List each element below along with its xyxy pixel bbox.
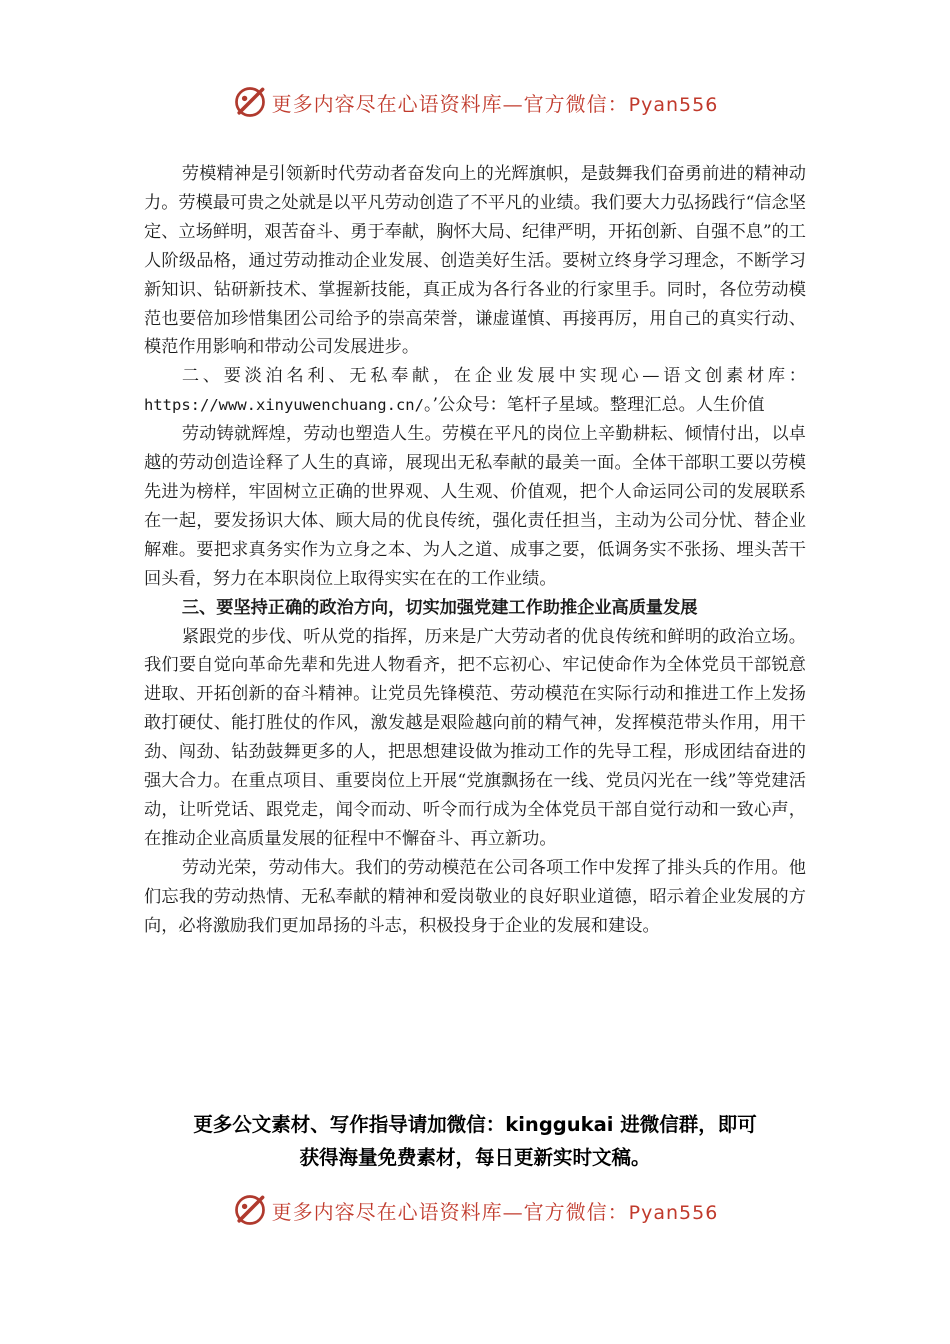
footer-banner bbox=[0, 1190, 950, 1230]
header-banner-text: 更多内容尽在心语资料库—官方微信：Pyan556 bbox=[271, 91, 719, 116]
brush-logo-icon bbox=[232, 1192, 268, 1228]
paragraph-1: 劳模精神是引领新时代劳动者奋发向上的光辉旗帜，是鼓舞我们奋勇前进的精神动力。劳模最可贵之处就是以平凡劳动创造了不平凡的业绩。我们要大力弘扬践行“信念坚定、立场鲜明，艰苦奋斗、勇于奉献，胸怀大局、纪律严明，开拓创新、自强不息”的工人阶级品格，通过劳动推动企业发展、创造美好生活。要树立终身学习理念，不断学习新知识、钻研新技术、掌握新技能，真正成为各行各业的行家里手。同时，各位劳动模范也要倍加珍惜集团公司给予的崇高荣誉，谦虚谨慎、再接再厉，用自己的真实行动、模范作用影响和带动公司发展进步。 bbox=[144, 164, 806, 358]
promo-notice bbox=[130, 1108, 820, 1174]
promo-line-2: 获得海量免费素材，每日更新实时文稿。 bbox=[299, 1146, 651, 1169]
paragraph-4: 劳动光荣，劳动伟大。我们的劳动模范在公司各项工作中发挥了排头兵的作用。他们忘我的劳动热情、无私奉献的精神和爱岗敬业的良好职业道德，昭示着企业发展的方向，必将激励我们更加昂扬的斗志，积极投身于企业的发展和建设。 bbox=[144, 857, 806, 936]
article-body bbox=[144, 160, 806, 940]
paragraph-3: 紧跟党的步伐、听从党的指挥，历来是广大劳动者的优良传统和鲜明的政治立场。我们要自觉向革命先辈和先进人物看齐，把不忘初心、牢记使命作为全体党员干部锐意进取、开拓创新的奋斗精神。让党员先锋模范、劳动模范在实际行动和推进工作上发扬敢打硬仗、能打胜仗的作风，激发越是艰险越向前的精气神，发挥模范带头作用，用干劲、闯劲、钻劲鼓舞更多的人，把思想建设做为推动工作的先导工程，形成团结奋进的强大合力。在重点项目、重要岗位上开展“党旗飘扬在一线、党员闪光在一线”等党建活动，让听党话、跟党走，闻令而动、听令而行成为全体党员干部自觉行动和一致心声，在推动企业高质量发展的征程中不懈奋斗、再立新功。 bbox=[144, 626, 806, 849]
section-heading-2: 二、要淡泊名利、无私奉献，在企业发展中实现心—语文创素材库：https://www.xinyuwenchuang.cn/。’公众号：笔杆子星域。整理汇总。人生价值 bbox=[144, 366, 806, 416]
promo-line-1: 更多公文素材、写作指导请加微信：kinggukai 进微信群，即可 bbox=[193, 1113, 757, 1136]
brush-logo-icon bbox=[232, 84, 268, 120]
website-link[interactable]: https://www.xinyuwenchuang.cn/ bbox=[144, 396, 424, 415]
footer-banner-text: 更多内容尽在心语资料库—官方微信：Pyan556 bbox=[271, 1199, 719, 1224]
header-banner bbox=[0, 82, 950, 122]
section-heading-3: 三、要坚持正确的政治方向，切实加强党建工作助推企业高质量发展 bbox=[181, 597, 698, 618]
paragraph-2: 劳动铸就辉煌，劳动也塑造人生。劳模在平凡的岗位上辛勤耕耘、倾情付出，以卓越的劳动创造诠释了人生的真谛，展现出无私奉献的最美一面。全体干部职工要以劳模先进为榜样，牢固树立正确的世界观、人生观、价值观，把个人命运同公司的发展联系在一起，要发扬识大体、顾大局的优良传统，强化责任担当，主动为公司分忧、替企业解难。要把求真务实作为立身之本、为人之道、成事之要，低调务实不张扬、埋头苦干回头看，努力在本职岗位上取得实实在在的工作业绩。 bbox=[144, 424, 806, 589]
